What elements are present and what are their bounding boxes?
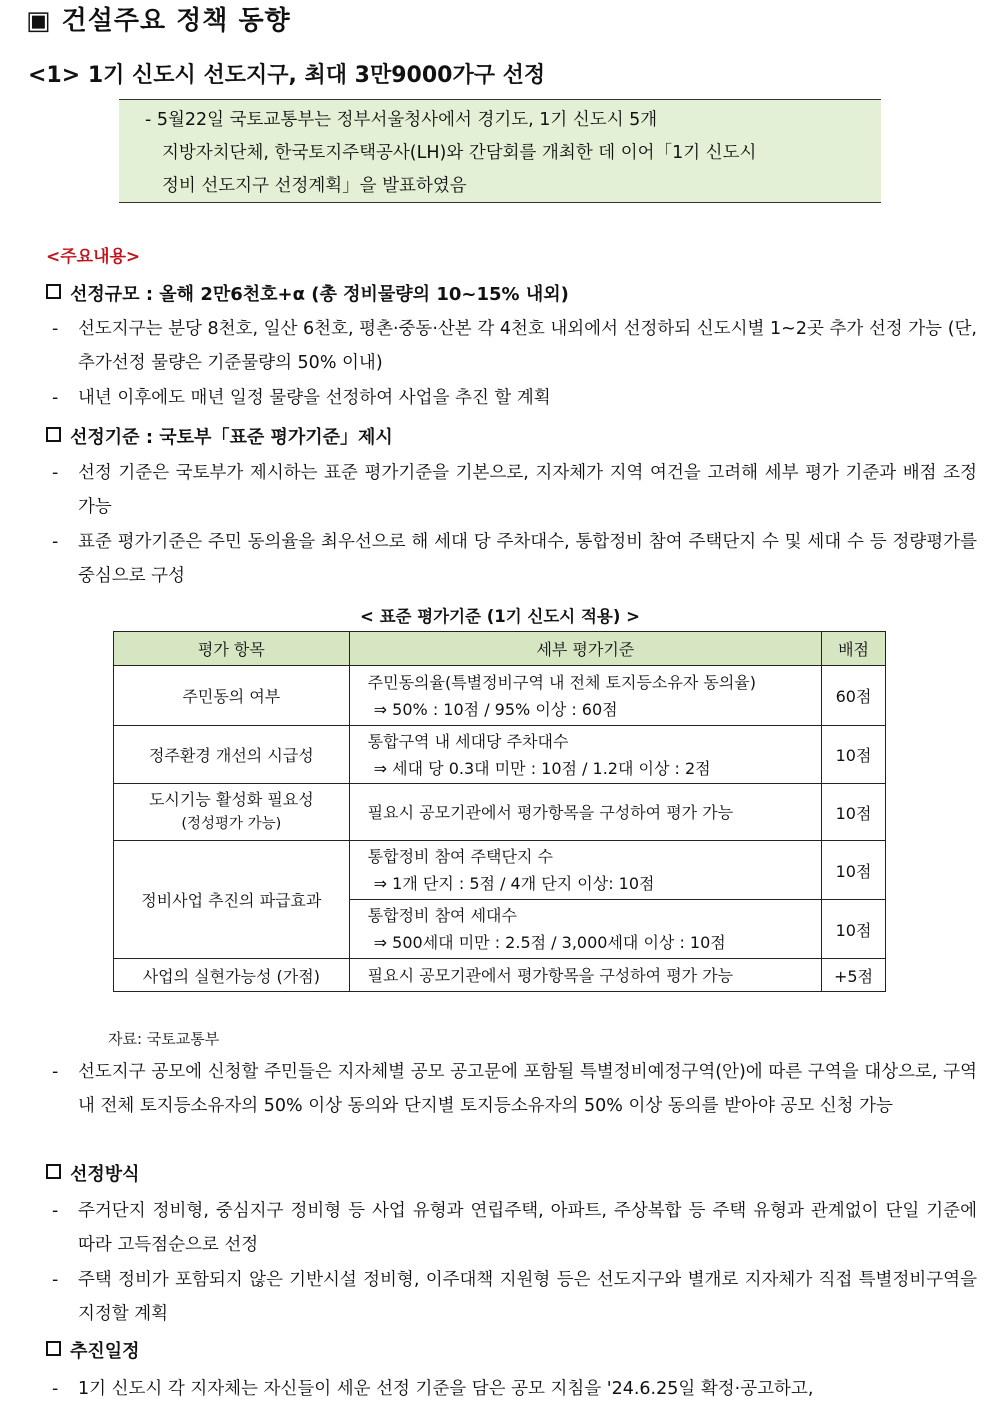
detail-line: 주민동의율(특별정비구역 내 전체 토지등소유자 동의율) (367, 672, 756, 692)
dash-marker: - (52, 1270, 59, 1290)
checkbox-square-icon (46, 1164, 61, 1179)
bullet-text: 표준 평가기준은 주민 동의율을 최우선으로 해 세대 당 주차대수, 통합정비 참여 주택단지 수 및 세대 수 등 정량평가를 중심으로 구성 (78, 532, 977, 586)
dash-marker: - (52, 319, 59, 339)
table-cell-item: 정주환경 개선의 시급성 (114, 726, 350, 784)
page-title-text: 건설주요 정책 동향 (61, 6, 291, 36)
bullet-item (52, 1194, 977, 1262)
table-source: 자료: 국토교통부 (108, 1030, 220, 1048)
dash-marker: - (52, 532, 59, 552)
table-header-row (114, 632, 886, 666)
detail-line: ⇒ 500세대 미만 : 2.5점 / 3,000세대 이상 : 10점 (373, 933, 726, 952)
bullet-item (52, 381, 977, 415)
checkbox-square-icon (46, 284, 61, 299)
table-header: 평가 항목 (114, 632, 350, 666)
bullet-item (52, 1055, 977, 1123)
table-row (114, 959, 886, 992)
detail-line: 통합구역 내 세대당 주차대수 (367, 731, 569, 751)
section-heading-text: 선정방식 (70, 1164, 140, 1185)
item-sublabel: (정성평가 가능) (181, 816, 282, 832)
item-label: 도시기능 활성화 필요성 (148, 790, 314, 809)
table-row (114, 726, 886, 784)
table-cell-item: 정비사업 추진의 파급효과 (114, 841, 350, 959)
table-cell-detail (349, 666, 821, 726)
summary-box (119, 99, 881, 203)
section-heading-method (46, 1160, 140, 1186)
table-cell-detail (349, 841, 821, 900)
table-cell-item: 사업의 실현가능성 (가점) (114, 959, 350, 992)
page-title (26, 0, 291, 37)
bullet-item (52, 1263, 977, 1331)
summary-line: 정비 선도지구 선정계획」을 발표하였음 (162, 176, 467, 196)
table-cell-detail: 필요시 공모기관에서 평가항목을 구성하여 평가 가능 (349, 959, 821, 992)
detail-line: ⇒ 50% : 10점 / 95% 이상 : 60점 (373, 699, 618, 719)
table-cell-score: 10점 (822, 841, 886, 900)
detail-line: 통합정비 참여 세대수 (367, 906, 517, 925)
article-title: <1> 1기 신도시 선도지구, 최대 3만9000가구 선정 (28, 63, 546, 88)
bullet-text: 주거단지 정비형, 중심지구 정비형 등 사업 유형과 연립주택, 아파트, 주상복합 등 주택 유형과 관계없이 단일 기준에 따라 고득점순으로 선정 (78, 1201, 977, 1255)
table-cell-score: +5점 (822, 959, 886, 992)
table-header: 배점 (822, 632, 886, 666)
dash-marker: - (52, 1062, 59, 1082)
table-cell-score: 60점 (822, 666, 886, 726)
table-row (114, 841, 886, 900)
checkbox-square-icon (46, 1341, 61, 1356)
table-header: 세부 평가기준 (349, 632, 821, 666)
detail-line: ⇒ 1개 단지 : 5점 / 4개 단지 이상: 10점 (373, 874, 655, 893)
summary-line: - 5월22일 국토교통부는 정부서울청사에서 경기도, 1기 신도시 5개 (145, 110, 658, 130)
table-row (114, 666, 886, 726)
table-cell-score: 10점 (822, 784, 886, 841)
evaluation-criteria-table (113, 631, 886, 992)
dash-marker: - (52, 388, 59, 408)
section-heading-text: 추진일정 (70, 1341, 140, 1362)
bullet-text: 선도지구 공모에 신청할 주민들은 지자체별 공모 공고문에 포함될 특별정비예정구역(안)에 따른 구역을 대상으로, 구역 내 전체 토지등소유자의 50% 이상 동의와 단지별 토지등소유자의 50% 이상 동의를 받아야 공모 신청 가능 (78, 1062, 977, 1116)
detail-line: 통합정비 참여 주택단지 수 (367, 847, 553, 866)
bullet-item (52, 456, 977, 524)
bullet-text: 내년 이후에도 매년 일정 물량을 선정하여 사업을 추진 할 계획 (78, 388, 551, 408)
table-cell-detail: 필요시 공모기관에서 평가항목을 구성하여 평가 가능 (349, 784, 821, 841)
bullet-text: 선정 기준은 국토부가 제시하는 표준 평가기준을 기본으로, 지자체가 지역 여건을 고려해 세부 평가 기준과 배점 조정 가능 (78, 463, 977, 517)
table-cell-item: 주민동의 여부 (114, 666, 350, 726)
table-cell-score: 10점 (822, 900, 886, 959)
checkbox-square-icon (46, 427, 61, 442)
section-heading-scale (46, 280, 569, 306)
bullet-text: 선도지구는 분당 8천호, 일산 6천호, 평촌·중동·산본 각 4천호 내외에서 선정하되 신도시별 1~2곳 추가 선정 가능 (단, 추가선정 물량은 기준물량의 50% 이내) (78, 319, 977, 373)
square-bullet-icon: ▣ (26, 6, 52, 36)
dash-marker: - (52, 1379, 59, 1399)
table-cell-detail (349, 900, 821, 959)
section-heading-text: 선정규모 : 올해 2만6천호+α (총 정비물량의 10~15% 내외) (70, 284, 569, 305)
bullet-text: 1기 신도시 각 지자체는 자신들이 세운 선정 기준을 담은 공모 지침을 '24.6.25일 확정·공고하고, (78, 1379, 814, 1399)
table-cell-score: 10점 (822, 726, 886, 784)
table-cell-item (114, 784, 350, 841)
dash-marker: - (52, 1201, 59, 1221)
section-heading-schedule (46, 1337, 140, 1363)
main-content-label: <주요내용> (46, 247, 141, 267)
bullet-text: 주택 정비가 포함되지 않은 기반시설 정비형, 이주대책 지원형 등은 선도지구와 별개로 지자체가 직접 특별정비구역을 지정할 계획 (78, 1270, 977, 1324)
table-row (114, 784, 886, 841)
section-heading-criteria (46, 423, 393, 449)
bullet-item (52, 312, 977, 380)
detail-line: ⇒ 세대 당 0.3대 미만 : 10점 / 1.2대 이상 : 2점 (373, 758, 711, 778)
bullet-item (52, 525, 977, 593)
section-heading-text: 선정기준 : 국토부「표준 평가기준」제시 (70, 427, 393, 448)
summary-line: 지방자치단체, 한국토지주택공사(LH)와 간담회를 개최한 데 이어「1기 신도시 (162, 143, 757, 163)
table-caption: < 표준 평가기준 (1기 신도시 적용) > (360, 607, 640, 626)
table-cell-detail (349, 726, 821, 784)
bullet-item (52, 1372, 977, 1406)
dash-marker: - (52, 463, 59, 483)
